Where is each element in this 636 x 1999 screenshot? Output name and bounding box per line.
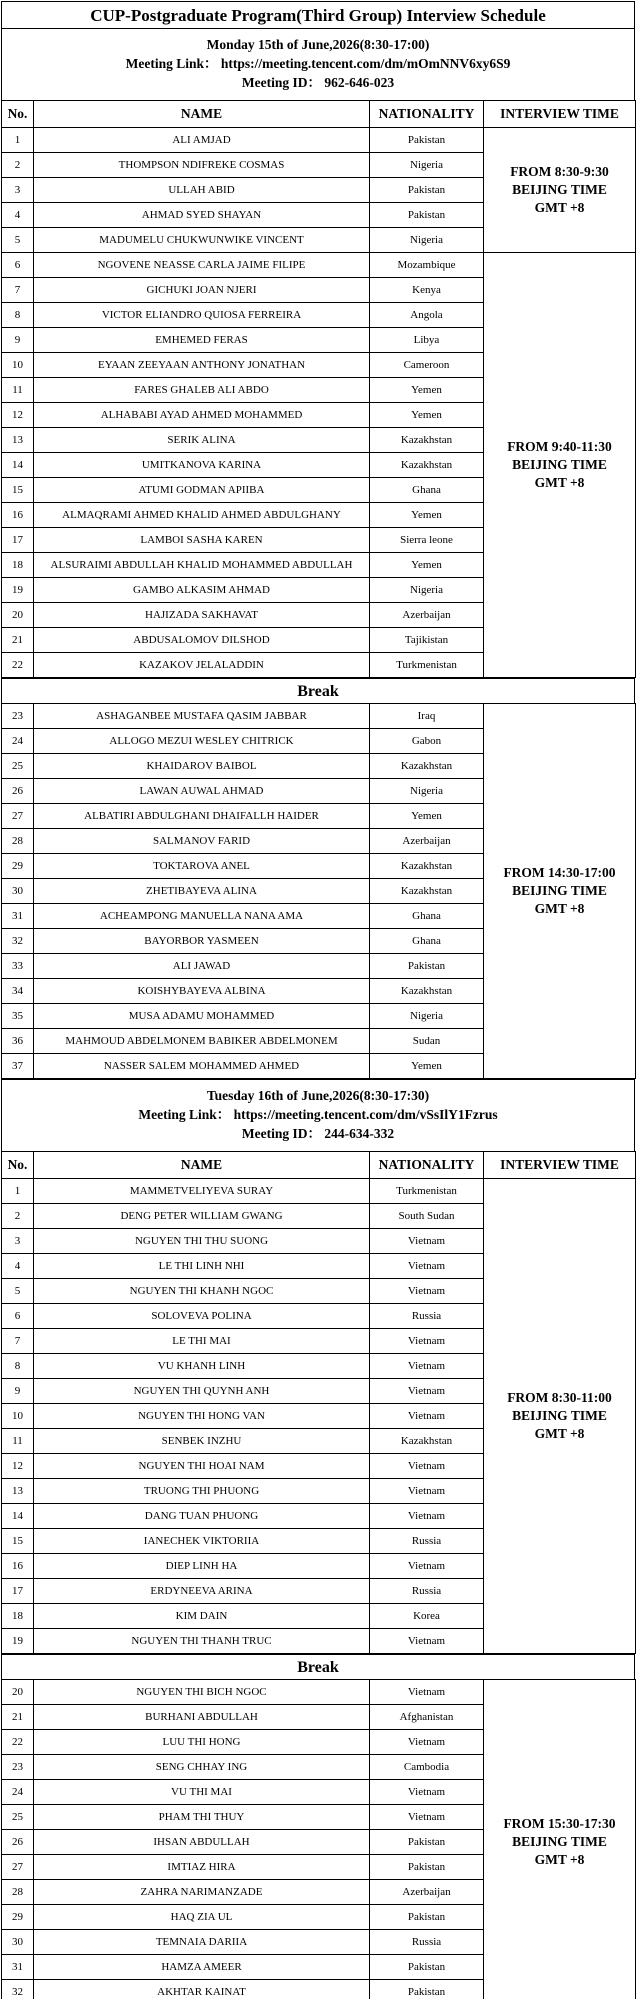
candidate-name: VU KHANH LINH	[34, 1354, 370, 1379]
candidate-name: KOISHYBAYEVA ALBINA	[34, 979, 370, 1004]
candidate-name: MUSA ADAMU MOHAMMED	[34, 1004, 370, 1029]
row-number: 23	[2, 704, 34, 729]
row-number: 18	[2, 1604, 34, 1629]
nationality: Russia	[370, 1529, 484, 1554]
nationality: Yemen	[370, 553, 484, 578]
nationality: Ghana	[370, 904, 484, 929]
candidate-name: ALLOGO MEZUI WESLEY CHITRICK	[34, 729, 370, 754]
row-number: 28	[2, 1880, 34, 1905]
candidate-name: SALMANOV FARID	[34, 829, 370, 854]
col-name: NAME	[34, 1152, 370, 1179]
nationality: Kazakhstan	[370, 979, 484, 1004]
row-number: 30	[2, 1930, 34, 1955]
candidate-name: ALHABABI AYAD AHMED MOHAMMED	[34, 403, 370, 428]
candidate-name: LUU THI HONG	[34, 1730, 370, 1755]
candidate-name: VU THI MAI	[34, 1780, 370, 1805]
nationality: Ghana	[370, 929, 484, 954]
row-number: 17	[2, 528, 34, 553]
row-number: 9	[2, 328, 34, 353]
nationality: Kazakhstan	[370, 879, 484, 904]
candidate-name: NASSER SALEM MOHAMMED AHMED	[34, 1054, 370, 1079]
table-row	[2, 1179, 636, 1204]
nationality: Cameroon	[370, 353, 484, 378]
row-number: 2	[2, 1204, 34, 1229]
nationality: Vietnam	[370, 1479, 484, 1504]
candidate-name: ERDYNEEVA ARINA	[34, 1579, 370, 1604]
nationality: Yemen	[370, 378, 484, 403]
row-number: 18	[2, 553, 34, 578]
row-number: 27	[2, 1855, 34, 1880]
nationality: Russia	[370, 1930, 484, 1955]
candidate-name: LE THI LINH NHI	[34, 1254, 370, 1279]
meeting-link: Meeting Link： https://meeting.tencent.com/dm/vSsIlY1Fzrus	[138, 1107, 498, 1122]
nationality: Pakistan	[370, 178, 484, 203]
row-number: 29	[2, 854, 34, 879]
candidate-name: EYAAN ZEEYAAN ANTHONY JONATHAN	[34, 353, 370, 378]
schedule-table	[1, 703, 636, 1079]
interview-time	[484, 253, 636, 678]
row-number: 3	[2, 178, 34, 203]
row-number: 8	[2, 303, 34, 328]
nationality: Nigeria	[370, 1004, 484, 1029]
nationality: Russia	[370, 1304, 484, 1329]
interview-time-line: FROM 9:40-11:30	[507, 439, 612, 454]
candidate-name: AKHTAR KAINAT	[34, 1980, 370, 1999]
row-number: 10	[2, 353, 34, 378]
nationality: Vietnam	[370, 1254, 484, 1279]
nationality: Vietnam	[370, 1504, 484, 1529]
candidate-name: TEMNAIA DARIIA	[34, 1930, 370, 1955]
interview-time-line: FROM 15:30-17:30	[503, 1816, 616, 1831]
candidate-name: ALI JAWAD	[34, 954, 370, 979]
candidate-name: SOLOVEVA POLINA	[34, 1304, 370, 1329]
candidate-name: NGUYEN THI THU SUONG	[34, 1229, 370, 1254]
table-row	[2, 253, 636, 278]
row-number: 29	[2, 1905, 34, 1930]
nationality: Tajikistan	[370, 628, 484, 653]
candidate-name: NGUYEN THI BICH NGOC	[34, 1680, 370, 1705]
candidate-name: SENG CHHAY ING	[34, 1755, 370, 1780]
nationality: Pakistan	[370, 1955, 484, 1980]
nationality: Vietnam	[370, 1354, 484, 1379]
nationality: Afghanistan	[370, 1705, 484, 1730]
nationality: Nigeria	[370, 153, 484, 178]
nationality: Vietnam	[370, 1279, 484, 1304]
row-number: 22	[2, 653, 34, 678]
nationality: Iraq	[370, 704, 484, 729]
col-no: No.	[2, 101, 34, 128]
candidate-name: ZHETIBAYEVA ALINA	[34, 879, 370, 904]
row-number: 32	[2, 929, 34, 954]
candidate-name: KAZAKOV JELALADDIN	[34, 653, 370, 678]
row-number: 6	[2, 253, 34, 278]
nationality: Kenya	[370, 278, 484, 303]
nationality: Pakistan	[370, 203, 484, 228]
nationality: Kazakhstan	[370, 453, 484, 478]
row-number: 24	[2, 729, 34, 754]
row-number: 16	[2, 1554, 34, 1579]
row-number: 24	[2, 1780, 34, 1805]
candidate-name: IANECHEK VIKTORIIA	[34, 1529, 370, 1554]
nationality: Cambodia	[370, 1755, 484, 1780]
row-number: 2	[2, 153, 34, 178]
row-number: 7	[2, 278, 34, 303]
candidate-name: NGOVENE NEASSE CARLA JAIME FILIPE	[34, 253, 370, 278]
nationality: Vietnam	[370, 1629, 484, 1654]
row-number: 31	[2, 904, 34, 929]
nationality: Azerbaijan	[370, 829, 484, 854]
row-number: 14	[2, 453, 34, 478]
nationality: Nigeria	[370, 228, 484, 253]
candidate-name: MADUMELU CHUKWUNWIKE VINCENT	[34, 228, 370, 253]
row-number: 21	[2, 628, 34, 653]
interview-time-line: GMT +8	[534, 475, 585, 490]
meeting-link: Meeting Link： https://meeting.tencent.com/dm/mOmNNV6xy6S9	[125, 56, 511, 71]
table-row	[2, 1680, 636, 1705]
candidate-name: ULLAH ABID	[34, 178, 370, 203]
interview-time-line: FROM 8:30-11:00	[507, 1390, 612, 1405]
row-number: 9	[2, 1379, 34, 1404]
header-row	[2, 1152, 636, 1179]
candidate-name: MAHMOUD ABDELMONEM BABIKER ABDELMONEM	[34, 1029, 370, 1054]
candidate-name: ATUMI GODMAN APIIBA	[34, 478, 370, 503]
interview-time-line: BEIJING TIME	[512, 1834, 607, 1849]
candidate-name: SERIK ALINA	[34, 428, 370, 453]
candidate-name: BURHANI ABDULLAH	[34, 1705, 370, 1730]
row-number: 12	[2, 403, 34, 428]
nationality: Pakistan	[370, 1905, 484, 1930]
day-date: Tuesday 16th of June,2026(8:30-17:30)	[206, 1088, 430, 1103]
candidate-name: PHAM THI THUY	[34, 1805, 370, 1830]
col-no: No.	[2, 1152, 34, 1179]
schedule-table	[1, 1151, 636, 1654]
nationality: Azerbaijan	[370, 603, 484, 628]
candidate-name: ASHAGANBEE MUSTAFA QASIM JABBAR	[34, 704, 370, 729]
candidate-name: SENBEK INZHU	[34, 1429, 370, 1454]
interview-time-line: BEIJING TIME	[512, 883, 607, 898]
interview-time-line: GMT +8	[534, 1426, 585, 1441]
meeting-id: Meeting ID： 962-646-023	[241, 75, 395, 90]
nationality: Kazakhstan	[370, 428, 484, 453]
nationality: Vietnam	[370, 1454, 484, 1479]
day-header	[1, 28, 635, 100]
row-number: 10	[2, 1404, 34, 1429]
interview-schedule	[1, 1, 635, 1999]
break-row: Break	[1, 678, 635, 703]
row-number: 13	[2, 1479, 34, 1504]
nationality: Russia	[370, 1579, 484, 1604]
nationality: Vietnam	[370, 1329, 484, 1354]
row-number: 20	[2, 1680, 34, 1705]
row-number: 12	[2, 1454, 34, 1479]
day-header	[1, 1079, 635, 1151]
break-row: Break	[1, 1654, 635, 1679]
candidate-name: LAWAN AUWAL AHMAD	[34, 779, 370, 804]
row-number: 25	[2, 754, 34, 779]
nationality: Gabon	[370, 729, 484, 754]
nationality: Kazakhstan	[370, 854, 484, 879]
candidate-name: VICTOR ELIANDRO QUIOSA FERREIRA	[34, 303, 370, 328]
candidate-name: GICHUKI JOAN NJERI	[34, 278, 370, 303]
candidate-name: HAJIZADA SAKHAVAT	[34, 603, 370, 628]
candidate-name: GAMBO ALKASIM AHMAD	[34, 578, 370, 603]
candidate-name: FARES GHALEB ALI ABDO	[34, 378, 370, 403]
nationality: South Sudan	[370, 1204, 484, 1229]
row-number: 5	[2, 1279, 34, 1304]
nationality: Vietnam	[370, 1379, 484, 1404]
nationality: Vietnam	[370, 1680, 484, 1705]
col-nationality: NATIONALITY	[370, 101, 484, 128]
nationality: Sudan	[370, 1029, 484, 1054]
candidate-name: THOMPSON NDIFREKE COSMAS	[34, 153, 370, 178]
row-number: 7	[2, 1329, 34, 1354]
row-number: 23	[2, 1755, 34, 1780]
interview-time	[484, 1680, 636, 1999]
row-number: 17	[2, 1579, 34, 1604]
nationality: Pakistan	[370, 128, 484, 153]
candidate-name: ACHEAMPONG MANUELLA NANA AMA	[34, 904, 370, 929]
nationality: Kazakhstan	[370, 1429, 484, 1454]
nationality: Korea	[370, 1604, 484, 1629]
row-number: 37	[2, 1054, 34, 1079]
candidate-name: IMTIAZ HIRA	[34, 1855, 370, 1880]
interview-time	[484, 1179, 636, 1654]
row-number: 31	[2, 1955, 34, 1980]
nationality: Nigeria	[370, 578, 484, 603]
nationality: Yemen	[370, 503, 484, 528]
nationality: Pakistan	[370, 1855, 484, 1880]
candidate-name: LAMBOI SASHA KAREN	[34, 528, 370, 553]
nationality: Yemen	[370, 804, 484, 829]
interview-time-line: GMT +8	[534, 200, 585, 215]
candidate-name: NGUYEN THI HOAI NAM	[34, 1454, 370, 1479]
nationality: Turkmenistan	[370, 1179, 484, 1204]
candidate-name: NGUYEN THI THANH TRUC	[34, 1629, 370, 1654]
interview-time-line: BEIJING TIME	[512, 1408, 607, 1423]
interview-time-line: BEIJING TIME	[512, 457, 607, 472]
candidate-name: IHSAN ABDULLAH	[34, 1830, 370, 1855]
row-number: 14	[2, 1504, 34, 1529]
candidate-name: KIM DAIN	[34, 1604, 370, 1629]
row-number: 19	[2, 1629, 34, 1654]
row-number: 34	[2, 979, 34, 1004]
candidate-name: UMITKANOVA KARINA	[34, 453, 370, 478]
row-number: 1	[2, 128, 34, 153]
nationality: Azerbaijan	[370, 1880, 484, 1905]
row-number: 5	[2, 228, 34, 253]
row-number: 27	[2, 804, 34, 829]
nationality: Vietnam	[370, 1730, 484, 1755]
header-row	[2, 101, 636, 128]
col-interview-time: INTERVIEW TIME	[484, 1152, 636, 1179]
nationality: Vietnam	[370, 1554, 484, 1579]
nationality: Kazakhstan	[370, 754, 484, 779]
schedule-body	[1, 28, 635, 1999]
nationality: Vietnam	[370, 1780, 484, 1805]
candidate-name: MAMMETVELIYEVA SURAY	[34, 1179, 370, 1204]
nationality: Pakistan	[370, 954, 484, 979]
row-number: 19	[2, 578, 34, 603]
candidate-name: ALSURAIMI ABDULLAH KHALID MOHAMMED ABDULLAH	[34, 553, 370, 578]
nationality: Yemen	[370, 1054, 484, 1079]
table-row	[2, 704, 636, 729]
candidate-name: KHAIDAROV BAIBOL	[34, 754, 370, 779]
candidate-name: NGUYEN THI QUYNH ANH	[34, 1379, 370, 1404]
row-number: 32	[2, 1980, 34, 1999]
row-number: 25	[2, 1805, 34, 1830]
candidate-name: ALMAQRAMI AHMED KHALID AHMED ABDULGHANY	[34, 503, 370, 528]
row-number: 4	[2, 1254, 34, 1279]
interview-time-line: FROM 8:30-9:30	[510, 164, 609, 179]
nationality: Turkmenistan	[370, 653, 484, 678]
candidate-name: NGUYEN THI KHANH NGOC	[34, 1279, 370, 1304]
meeting-id: Meeting ID： 244-634-332	[241, 1126, 395, 1141]
day-date: Monday 15th of June,2026(8:30-17:00)	[206, 37, 430, 52]
nationality: Angola	[370, 303, 484, 328]
row-number: 4	[2, 203, 34, 228]
col-nationality: NATIONALITY	[370, 1152, 484, 1179]
nationality: Libya	[370, 328, 484, 353]
interview-time	[484, 128, 636, 253]
col-interview-time: INTERVIEW TIME	[484, 101, 636, 128]
schedule-table	[1, 1679, 636, 1999]
row-number: 6	[2, 1304, 34, 1329]
interview-time-line: BEIJING TIME	[512, 182, 607, 197]
schedule-table	[1, 100, 636, 678]
row-number: 3	[2, 1229, 34, 1254]
nationality: Pakistan	[370, 1830, 484, 1855]
nationality: Vietnam	[370, 1805, 484, 1830]
row-number: 22	[2, 1730, 34, 1755]
candidate-name: LE THI MAI	[34, 1329, 370, 1354]
row-number: 21	[2, 1705, 34, 1730]
interview-time-line: FROM 14:30-17:00	[503, 865, 616, 880]
row-number: 33	[2, 954, 34, 979]
page-title: CUP-Postgraduate Program(Third Group) Interview Schedule	[1, 1, 635, 28]
row-number: 13	[2, 428, 34, 453]
candidate-name: NGUYEN THI HONG VAN	[34, 1404, 370, 1429]
row-number: 11	[2, 1429, 34, 1454]
nationality: Vietnam	[370, 1229, 484, 1254]
row-number: 15	[2, 1529, 34, 1554]
nationality: Yemen	[370, 403, 484, 428]
candidate-name: DENG PETER WILLIAM GWANG	[34, 1204, 370, 1229]
row-number: 35	[2, 1004, 34, 1029]
candidate-name: AHMAD SYED SHAYAN	[34, 203, 370, 228]
interview-time-line: GMT +8	[534, 901, 585, 916]
row-number: 30	[2, 879, 34, 904]
col-name: NAME	[34, 101, 370, 128]
row-number: 16	[2, 503, 34, 528]
nationality: Pakistan	[370, 1980, 484, 1999]
nationality: Ghana	[370, 478, 484, 503]
nationality: Sierra leone	[370, 528, 484, 553]
interview-time-line: GMT +8	[534, 1852, 585, 1867]
row-number: 28	[2, 829, 34, 854]
candidate-name: ZAHRA NARIMANZADE	[34, 1880, 370, 1905]
candidate-name: TRUONG THI PHUONG	[34, 1479, 370, 1504]
row-number: 26	[2, 1830, 34, 1855]
candidate-name: TOKTAROVA ANEL	[34, 854, 370, 879]
nationality: Mozambique	[370, 253, 484, 278]
interview-time	[484, 704, 636, 1079]
row-number: 8	[2, 1354, 34, 1379]
row-number: 26	[2, 779, 34, 804]
row-number: 1	[2, 1179, 34, 1204]
candidate-name: EMHEMED FERAS	[34, 328, 370, 353]
candidate-name: ABDUSALOMOV DILSHOD	[34, 628, 370, 653]
row-number: 11	[2, 378, 34, 403]
candidate-name: BAYORBOR YASMEEN	[34, 929, 370, 954]
candidate-name: HAMZA AMEER	[34, 1955, 370, 1980]
candidate-name: DANG TUAN PHUONG	[34, 1504, 370, 1529]
candidate-name: HAQ ZIA UL	[34, 1905, 370, 1930]
candidate-name: ALBATIRI ABDULGHANI DHAIFALLH HAIDER	[34, 804, 370, 829]
nationality: Nigeria	[370, 779, 484, 804]
row-number: 36	[2, 1029, 34, 1054]
candidate-name: ALI AMJAD	[34, 128, 370, 153]
candidate-name: DIEP LINH HA	[34, 1554, 370, 1579]
nationality: Vietnam	[370, 1404, 484, 1429]
row-number: 15	[2, 478, 34, 503]
row-number: 20	[2, 603, 34, 628]
table-row	[2, 128, 636, 153]
